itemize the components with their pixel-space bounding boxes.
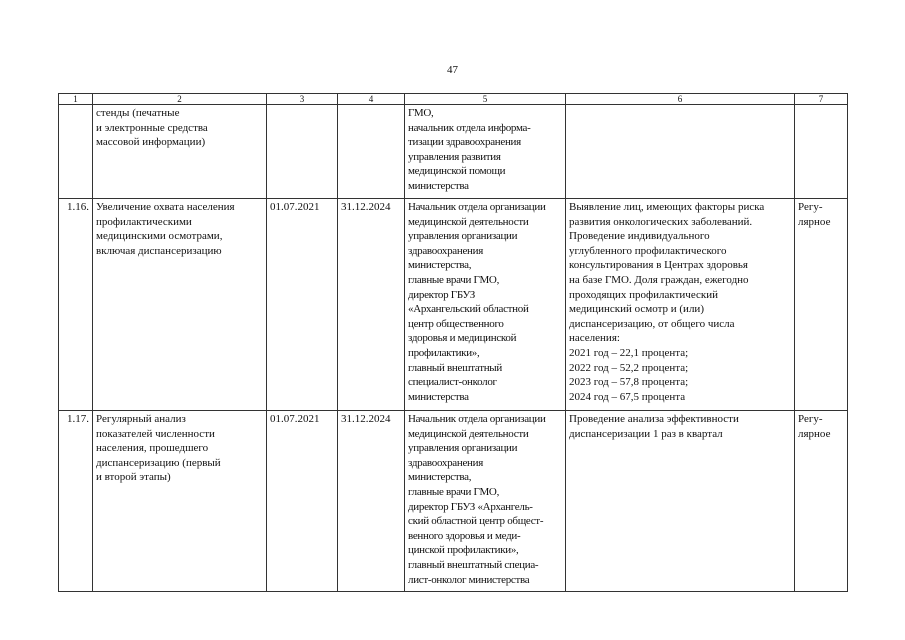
table-row (59, 105, 848, 199)
column-number-cell: 7 (795, 94, 848, 105)
measure-cell: Увеличение охвата населения профилактическими медицинскими осмотрами, включая диспансеризацию (93, 199, 267, 411)
row-number-cell (59, 105, 93, 199)
start-date-cell: 01.07.2021 (267, 199, 338, 411)
column-number-cell: 1 (59, 94, 93, 105)
column-number-row (59, 94, 848, 105)
table-row (59, 199, 848, 411)
frequency-cell: Регу- лярное (795, 199, 848, 411)
start-date-cell (267, 105, 338, 199)
row-number-cell: 1.16. (59, 199, 93, 411)
result-cell: Выявление лиц, имеющих факторы риска развития онкологических заболеваний. Проведение индивидуального углубленного профилактического консультирования в Центрах здоровья на базе ГМО. Доля граждан, ежегодно проходящих профилактический медицинский осмотр и (или) диспансеризацию, от общего числа населения: 2021 год – 22,1 процента; 2022 год – 52,2 процента; 2023 год – 57,8 процента; 2024 год – 67,5 процента (566, 199, 795, 411)
measure-cell: стенды (печатные и электронные средства массовой информации) (93, 105, 267, 199)
column-number-cell: 4 (338, 94, 405, 105)
column-number-cell: 2 (93, 94, 267, 105)
start-date-cell: 01.07.2021 (267, 411, 338, 592)
measures-table (58, 93, 848, 592)
responsible-cell: ГМО, начальник отдела информа- тизации здравоохранения управления развития медицинской помощи министерства (405, 105, 566, 199)
measure-cell: Регулярный анализ показателей численности населения, прошедшего диспансеризацию (первый и второй этапы) (93, 411, 267, 592)
column-number-cell: 3 (267, 94, 338, 105)
end-date-cell: 31.12.2024 (338, 199, 405, 411)
result-cell: Проведение анализа эффективности диспансеризации 1 раз в квартал (566, 411, 795, 592)
row-number-cell: 1.17. (59, 411, 93, 592)
column-number-cell: 6 (566, 94, 795, 105)
end-date-cell (338, 105, 405, 199)
responsible-cell: Начальник отдела организации медицинской деятельности управления организации здравоохранения министерства, главные врачи ГМО, директор ГБУЗ «Архангель- ский областной центр общест- венного здоровья и меди- цинской профилактики», главный внештатный специа- лист-онколог министерства (405, 411, 566, 592)
responsible-cell: Начальник отдела организации медицинской деятельности управления организации здравоохранения министерства, главные врачи ГМО, директор ГБУЗ «Архангельский областной центр общественного здоровья и медицинской профилактики», главный внештатный специалист-онколог министерства (405, 199, 566, 411)
frequency-cell (795, 105, 848, 199)
table-row (59, 411, 848, 592)
result-cell (566, 105, 795, 199)
frequency-cell: Регу- лярное (795, 411, 848, 592)
page-number: 47 (447, 64, 458, 76)
end-date-cell: 31.12.2024 (338, 411, 405, 592)
column-number-cell: 5 (405, 94, 566, 105)
